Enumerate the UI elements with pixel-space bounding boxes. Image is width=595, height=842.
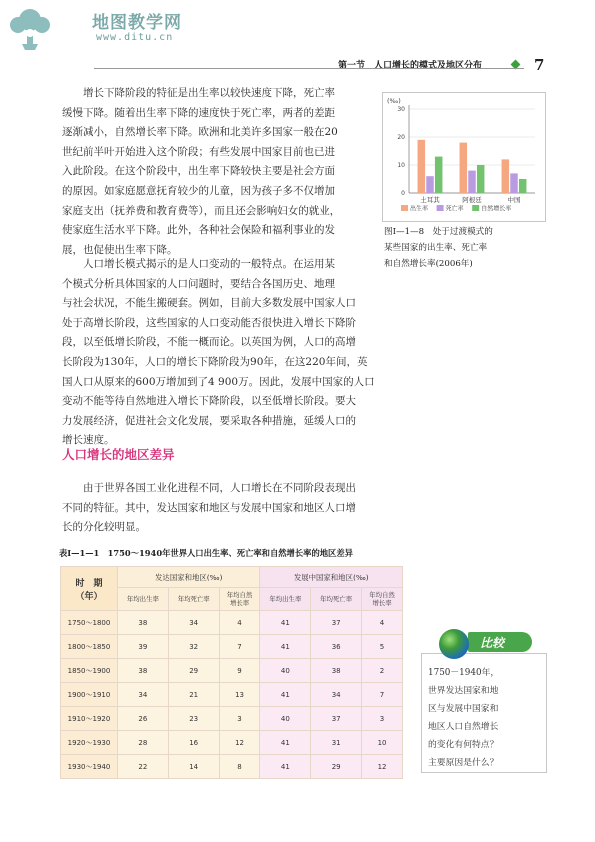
table-cell: 40 xyxy=(260,659,311,683)
y-tick-label: 30 xyxy=(397,106,405,113)
bar-死亡率 xyxy=(510,173,518,193)
table-subheader: 年均出生率 xyxy=(118,588,169,611)
table-cell: 32 xyxy=(168,635,219,659)
table-row xyxy=(61,683,403,707)
text-line: 由于世界各国工业化进程不同，人口增长在不同阶段表现出 xyxy=(83,482,356,494)
y-tick-label: 0 xyxy=(401,190,405,197)
text-line: 逐渐减小，自然增长率下降。欧洲和北美许多国家一般在20 xyxy=(62,126,338,139)
table-cell: 31 xyxy=(311,731,362,755)
table-row xyxy=(61,659,403,683)
text-line: 与社会状况，不能生搬硬套。例如，目前大多数发展中国家人口 xyxy=(62,297,356,310)
text-line: 处于高增长阶段，这些国家的人口变动能否很快进入增长下降阶 xyxy=(62,316,356,329)
paragraph-model-application xyxy=(62,255,375,451)
table-cell-period: 1910～1920 xyxy=(61,707,118,731)
table-cell: 37 xyxy=(311,611,362,635)
legend-label: 出生率 xyxy=(410,205,429,213)
table-cell: 5 xyxy=(362,635,403,659)
x-tick-label: 中国 xyxy=(507,196,521,204)
text-line: 和自然增长率(2006年) xyxy=(384,259,473,269)
table-cell: 41 xyxy=(260,683,311,707)
table-cell: 37 xyxy=(311,707,362,731)
table-cell: 29 xyxy=(168,659,219,683)
text-line: 不同的特征。其中，发达国家和地区与发展中国家和地区人口增 xyxy=(62,501,356,514)
text-line: 的原因。如家庭愿意抚育较少的儿童，因为孩子多不仅增加 xyxy=(62,184,335,197)
table-cell: 10 xyxy=(362,731,403,755)
table-subheader: 年均死亡率 xyxy=(168,588,219,611)
chart-frame xyxy=(382,92,546,222)
text-line: 段，以至低增长阶段，不能一概而论。以英国为例，人口的高增 xyxy=(62,336,356,349)
table-header-period: 时 期 （年） xyxy=(61,567,118,611)
globe-icon xyxy=(439,629,469,659)
table-row xyxy=(61,611,403,635)
table-subheader: 年均出生率 xyxy=(260,588,311,611)
figure-caption xyxy=(384,224,493,272)
text-line: 缓慢下降。随着出生率下降的速度快于死亡率，两者的差距 xyxy=(62,106,335,119)
text-line: 家庭支出（抚养费和教育费等），而且还会影响妇女的就业， xyxy=(62,204,341,217)
table-cell: 38 xyxy=(118,611,169,635)
table-cell: 41 xyxy=(260,635,311,659)
table-cell: 34 xyxy=(168,611,219,635)
compare-tag-label: 比较 xyxy=(480,636,505,650)
table-cell: 4 xyxy=(362,611,403,635)
table-cell: 41 xyxy=(260,755,311,779)
table-header-developing: 发展中国家和地区(‰) xyxy=(260,567,403,588)
table-header-developed: 发达国家和地区(‰) xyxy=(118,567,260,588)
bar-自然增长率 xyxy=(435,157,443,193)
text-line: 个模式分析具体国家的人口问题时，要结合各国历史、地理 xyxy=(62,277,335,290)
table-cell: 8 xyxy=(219,755,260,779)
table-cell-period: 1900～1910 xyxy=(61,683,118,707)
paragraph-stage-decline xyxy=(62,84,340,260)
y-axis-unit: (‰) xyxy=(387,97,401,105)
watermark-title: 地图教学网 xyxy=(92,13,182,33)
bar-死亡率 xyxy=(468,171,476,193)
text-line: 主要原因是什么？ xyxy=(428,758,499,768)
table-cell: 3 xyxy=(362,707,403,731)
table-cell: 34 xyxy=(311,683,362,707)
table-cell-period: 1920～1930 xyxy=(61,731,118,755)
legend-swatch xyxy=(401,205,408,211)
text-line: 入此阶段。在这个阶段中，出生率下降较快主要是社会方面 xyxy=(62,165,335,178)
header-rule xyxy=(94,68,524,69)
section-title: 人口增长的地区差异 xyxy=(62,447,175,462)
table-cell: 41 xyxy=(260,731,311,755)
text-line: 某些国家的出生率、死亡率 xyxy=(384,243,488,253)
table-cell: 3 xyxy=(219,707,260,731)
bar-自然增长率 xyxy=(519,179,527,193)
table-cell: 21 xyxy=(168,683,219,707)
text-line: 增长下降阶段的特征是出生率以较快速度下降，死亡率 xyxy=(83,87,335,99)
x-tick-label: 阿根廷 xyxy=(462,196,482,204)
table-cell: 14 xyxy=(168,755,219,779)
table-cell: 7 xyxy=(362,683,403,707)
table-cell-period: 1750～1800 xyxy=(61,611,118,635)
text-line: 展，也促使出生率下降。 xyxy=(62,243,178,256)
table-cell: 28 xyxy=(118,731,169,755)
table-cell: 36 xyxy=(311,635,362,659)
table-cell: 7 xyxy=(219,635,260,659)
text-line: 的变化有何特点？ xyxy=(428,740,499,750)
text-line: 增长速度。 xyxy=(62,434,115,447)
table-cell: 38 xyxy=(311,659,362,683)
table-cell: 34 xyxy=(118,683,169,707)
paragraph-regional-difference xyxy=(62,479,356,538)
bar-出生率 xyxy=(502,159,510,193)
text-line: 人口增长模式揭示的是人口变动的一般特点。在运用某 xyxy=(83,258,335,270)
text-line: 世纪前半叶开始进入这个阶段；有些发展中国家目前也已进 xyxy=(62,145,335,158)
legend-label: 死亡率 xyxy=(445,205,464,213)
table-row xyxy=(61,731,403,755)
legend-swatch xyxy=(437,205,444,211)
compare-question xyxy=(428,664,499,772)
table-cell: 12 xyxy=(362,755,403,779)
text-line: 力发展经济，促进社会文化发展，要采取各种措施，延缓人口的 xyxy=(62,414,356,427)
table-cell: 38 xyxy=(118,659,169,683)
table-row xyxy=(61,707,403,731)
table-subheader: 年均自然 增长率 xyxy=(362,588,403,611)
table-cell: 39 xyxy=(118,635,169,659)
table-cell: 41 xyxy=(260,611,311,635)
table-cell: 2 xyxy=(362,659,403,683)
birth-death-rate-table xyxy=(60,566,403,779)
legend-label: 自然增长率 xyxy=(481,205,512,213)
running-header-title: 第一节 人口增长的模式及地区分布 xyxy=(338,61,483,71)
y-tick-label: 10 xyxy=(397,162,405,169)
text-line: 地区人口自然增长 xyxy=(428,722,499,732)
table-cell: 13 xyxy=(219,683,260,707)
bar-出生率 xyxy=(418,140,426,193)
table-cell: 22 xyxy=(118,755,169,779)
y-tick-label: 20 xyxy=(397,134,405,141)
bar-死亡率 xyxy=(426,176,434,193)
page-number: 7 xyxy=(534,56,545,74)
text-line: 图Ⅰ—1—8 处于过渡模式的 xyxy=(384,227,493,237)
table-cell: 9 xyxy=(219,659,260,683)
table-cell: 29 xyxy=(311,755,362,779)
text-line: 使家庭生活水平下降。此外，各种社会保险和福利事业的发 xyxy=(62,224,335,237)
table-cell: 16 xyxy=(168,731,219,755)
text-line: 1750－1940年， xyxy=(428,668,500,678)
table-cell: 23 xyxy=(168,707,219,731)
bar-出生率 xyxy=(460,143,468,193)
text-line: 区与发展中国家和 xyxy=(428,704,499,714)
birth-death-rate-chart xyxy=(383,93,545,221)
text-line: 世界发达国家和地 xyxy=(428,686,499,696)
table-caption: 表Ⅰ—1—1 1750～1940年世界人口出生率、死亡率和自然增长率的地区差异 xyxy=(59,548,353,558)
legend-swatch xyxy=(472,205,479,211)
table-subheader: 年均自然 增长率 xyxy=(219,588,260,611)
table-row xyxy=(61,635,403,659)
bar-自然增长率 xyxy=(477,165,485,193)
table-cell: 26 xyxy=(118,707,169,731)
table-cell: 4 xyxy=(219,611,260,635)
x-tick-label: 土耳其 xyxy=(420,196,440,204)
table-cell-period: 1930～1940 xyxy=(61,755,118,779)
ditu-logo-icon xyxy=(8,6,52,52)
table-cell-period: 1800～1850 xyxy=(61,635,118,659)
table-cell: 40 xyxy=(260,707,311,731)
text-line: 变动不能等待自然地进入增长下降阶段，以至低增长阶段。要大 xyxy=(62,395,356,408)
text-line: 长的分化较明显。 xyxy=(62,521,146,534)
table-cell: 12 xyxy=(219,731,260,755)
text-line: 长阶段为130年，人口的增长下降阶段为90年，在这220年间，英 xyxy=(62,355,368,368)
watermark-url: www.ditu.cn xyxy=(96,32,174,43)
table-cell-period: 1850～1900 xyxy=(61,659,118,683)
text-line: 国人口从原来的600万增加到了4 900万。因此，发展中国家的人口 xyxy=(62,375,375,388)
table-row xyxy=(61,755,403,779)
table-subheader: 年均死亡率 xyxy=(311,588,362,611)
